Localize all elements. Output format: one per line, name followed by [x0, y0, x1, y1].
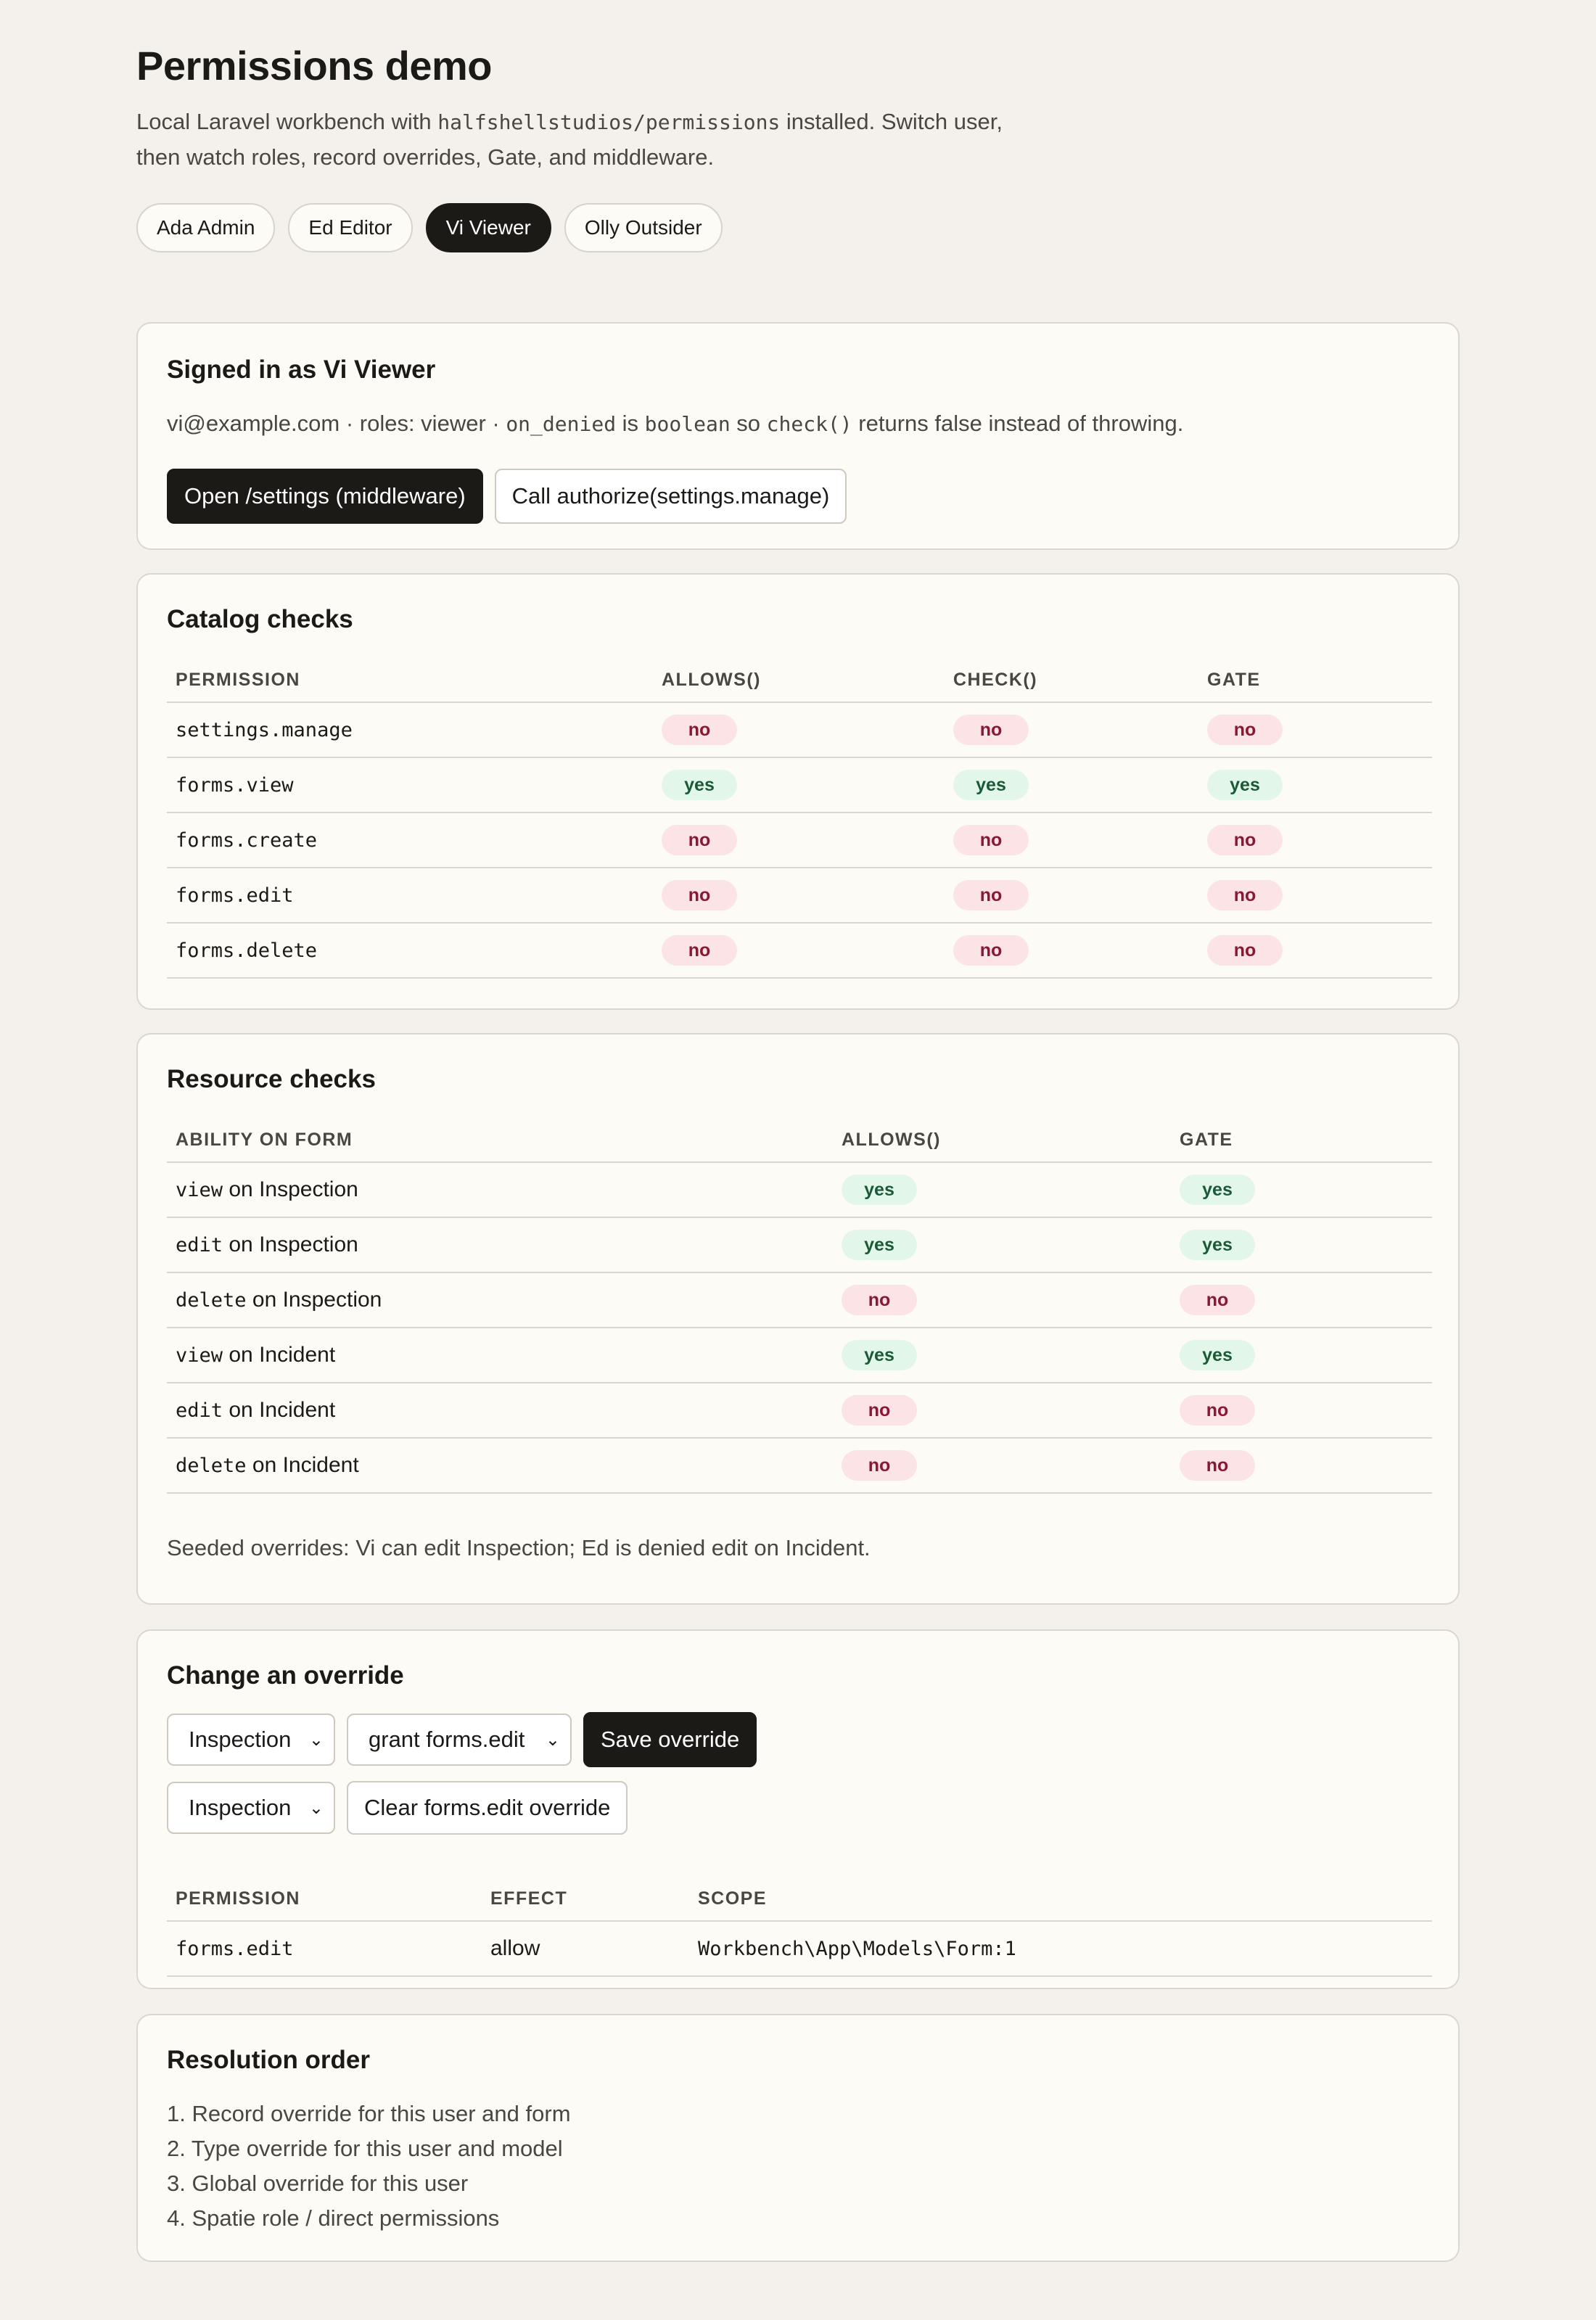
col-allows: ALLOWS() — [833, 1119, 1171, 1162]
table-row — [167, 868, 1432, 923]
status-badge: no — [842, 1285, 917, 1315]
resolution-title: Resolution order — [167, 2046, 371, 2074]
status-badge: no — [1180, 1450, 1255, 1481]
seeded-overrides-note: Seeded overrides: Vi can edit Inspection; Ed is denied edit on Incident. — [167, 1535, 871, 1560]
permission-name: forms.view — [176, 774, 294, 797]
ability-name: view — [176, 1179, 223, 1201]
user-pill-vi-viewer[interactable]: Vi Viewer — [426, 203, 551, 252]
user-pill-ada-admin[interactable]: Ada Admin — [136, 203, 275, 252]
status-badge: no — [953, 715, 1029, 745]
ability-name: view — [176, 1344, 223, 1367]
user-pill-ed-editor[interactable]: Ed Editor — [288, 203, 412, 252]
override-form — [167, 1714, 757, 1767]
status-badge: yes — [842, 1340, 917, 1370]
permission-name: forms.edit — [176, 1938, 294, 1960]
list-item: 1. Record override for this user and form — [167, 2101, 571, 2126]
status-badge: no — [1207, 880, 1283, 910]
status-badge: no — [953, 880, 1029, 910]
status-badge: no — [662, 880, 737, 910]
permission-name: settings.manage — [176, 719, 353, 741]
ability-name: delete — [176, 1455, 247, 1477]
status-badge: yes — [953, 770, 1029, 800]
status-badge: no — [662, 715, 737, 745]
col-allows: ALLOWS() — [653, 659, 945, 702]
col-effect: EFFECT — [482, 1877, 689, 1921]
override-action-select[interactable]: grant forms.edit ⌄ — [347, 1714, 572, 1766]
override-scope: Workbench\App\Models\Form:1 — [698, 1938, 1016, 1960]
open-settings-button[interactable]: Open /settings (middleware) — [167, 469, 483, 524]
status-badge: no — [953, 825, 1029, 855]
col-permission: PERMISSION — [167, 659, 653, 702]
status-badge: no — [842, 1395, 917, 1426]
resource-checks-card — [136, 1033, 1460, 1605]
table-row — [167, 813, 1432, 868]
user-email: vi@example.com — [167, 411, 340, 436]
col-scope: SCOPE — [689, 1877, 1432, 1921]
chevron-down-icon: ⌄ — [308, 1798, 324, 1818]
save-override-button[interactable]: Save override — [583, 1712, 757, 1767]
resolution-order-card — [136, 2014, 1460, 2262]
override-table — [167, 1877, 1432, 1977]
form-name: Incident — [282, 1453, 359, 1477]
status-badge: no — [953, 935, 1029, 966]
status-badge: yes — [842, 1175, 917, 1205]
chevron-down-icon: ⌄ — [545, 1729, 560, 1750]
user-switcher — [136, 203, 723, 252]
list-item: 4. Spatie role / direct permissions — [167, 2205, 500, 2231]
ability-name: edit — [176, 1399, 223, 1422]
page-title: Permissions demo — [136, 43, 492, 89]
form-name: Inspection — [259, 1177, 358, 1201]
form-name: Incident — [259, 1398, 336, 1422]
list-item: 3. Global override for this user — [167, 2171, 469, 2196]
clear-override-button[interactable]: Clear forms.edit override — [347, 1781, 628, 1835]
table-row: view on Inspection yes yes — [167, 1162, 1432, 1217]
col-ability: ABILITY ON FORM — [167, 1119, 833, 1162]
status-badge: yes — [662, 770, 737, 800]
table-row: view on Incident yes yes — [167, 1328, 1432, 1383]
user-pill-olly-outsider[interactable]: Olly Outsider — [564, 203, 723, 252]
clear-form-select[interactable]: Inspection ⌄ — [167, 1782, 335, 1834]
form-name: Inspection — [282, 1288, 382, 1312]
chevron-down-icon: ⌄ — [308, 1729, 324, 1750]
session-actions — [167, 469, 847, 524]
list-item: 2. Type override for this user and model — [167, 2136, 563, 2161]
status-badge: no — [1180, 1285, 1255, 1315]
catalog-title: Catalog checks — [167, 605, 353, 633]
ability-name: delete — [176, 1289, 247, 1312]
status-badge: yes — [1180, 1340, 1255, 1370]
catalog-checks-card — [136, 573, 1460, 1010]
page-header — [136, 42, 1079, 175]
clear-override-form — [167, 1782, 628, 1835]
permission-name: forms.edit — [176, 884, 294, 907]
catalog-table — [167, 659, 1432, 979]
override-effect: allow — [490, 1936, 540, 1960]
col-check: CHECK() — [945, 659, 1198, 702]
table-row: delete on Inspection no no — [167, 1272, 1432, 1328]
override-title: Change an override — [167, 1661, 404, 1690]
table-row — [167, 923, 1432, 978]
call-authorize-button[interactable]: Call authorize(settings.manage) — [495, 469, 847, 524]
form-name: Incident — [259, 1343, 336, 1367]
status-badge: yes — [842, 1230, 917, 1260]
table-row — [167, 702, 1432, 757]
form-select[interactable]: Inspection ⌄ — [167, 1714, 335, 1766]
permission-name: forms.delete — [176, 939, 318, 962]
package-name: halfshellstudios/permissions — [437, 110, 781, 134]
intro-text: Local Laravel workbench with halfshellstudios/permissions installed. Switch user, then watch roles, record overrides, Gate, and middleware. — [136, 109, 1003, 170]
col-gate: GATE — [1198, 659, 1432, 702]
status-badge: no — [1207, 825, 1283, 855]
session-card — [136, 322, 1460, 550]
permission-name: forms.create — [176, 829, 318, 852]
ability-name: edit — [176, 1234, 223, 1256]
table-row — [167, 757, 1432, 813]
status-badge: no — [842, 1450, 917, 1481]
col-gate: GATE — [1171, 1119, 1432, 1162]
change-override-card — [136, 1629, 1460, 1989]
status-badge: no — [662, 935, 737, 966]
table-row: edit on Incident no no — [167, 1383, 1432, 1438]
status-badge: yes — [1207, 770, 1283, 800]
table-row — [167, 1921, 1432, 1976]
resource-table — [167, 1119, 1432, 1494]
session-title: Signed in as Vi Viewer — [167, 355, 436, 384]
table-row: delete on Incident no no — [167, 1438, 1432, 1493]
resolution-list — [167, 2097, 571, 2236]
status-badge: yes — [1180, 1175, 1255, 1205]
form-name: Inspection — [259, 1233, 358, 1256]
resource-title: Resource checks — [167, 1065, 376, 1093]
status-badge: no — [662, 825, 737, 855]
status-badge: no — [1207, 715, 1283, 745]
col-permission: PERMISSION — [167, 1877, 482, 1921]
table-row: edit on Inspection yes yes — [167, 1217, 1432, 1272]
status-badge: yes — [1180, 1230, 1255, 1260]
status-badge: no — [1180, 1395, 1255, 1426]
status-badge: no — [1207, 935, 1283, 966]
session-details: vi@example.com · roles: viewer · on_denied is boolean so check() returns false instead of throwing. — [167, 411, 1184, 436]
